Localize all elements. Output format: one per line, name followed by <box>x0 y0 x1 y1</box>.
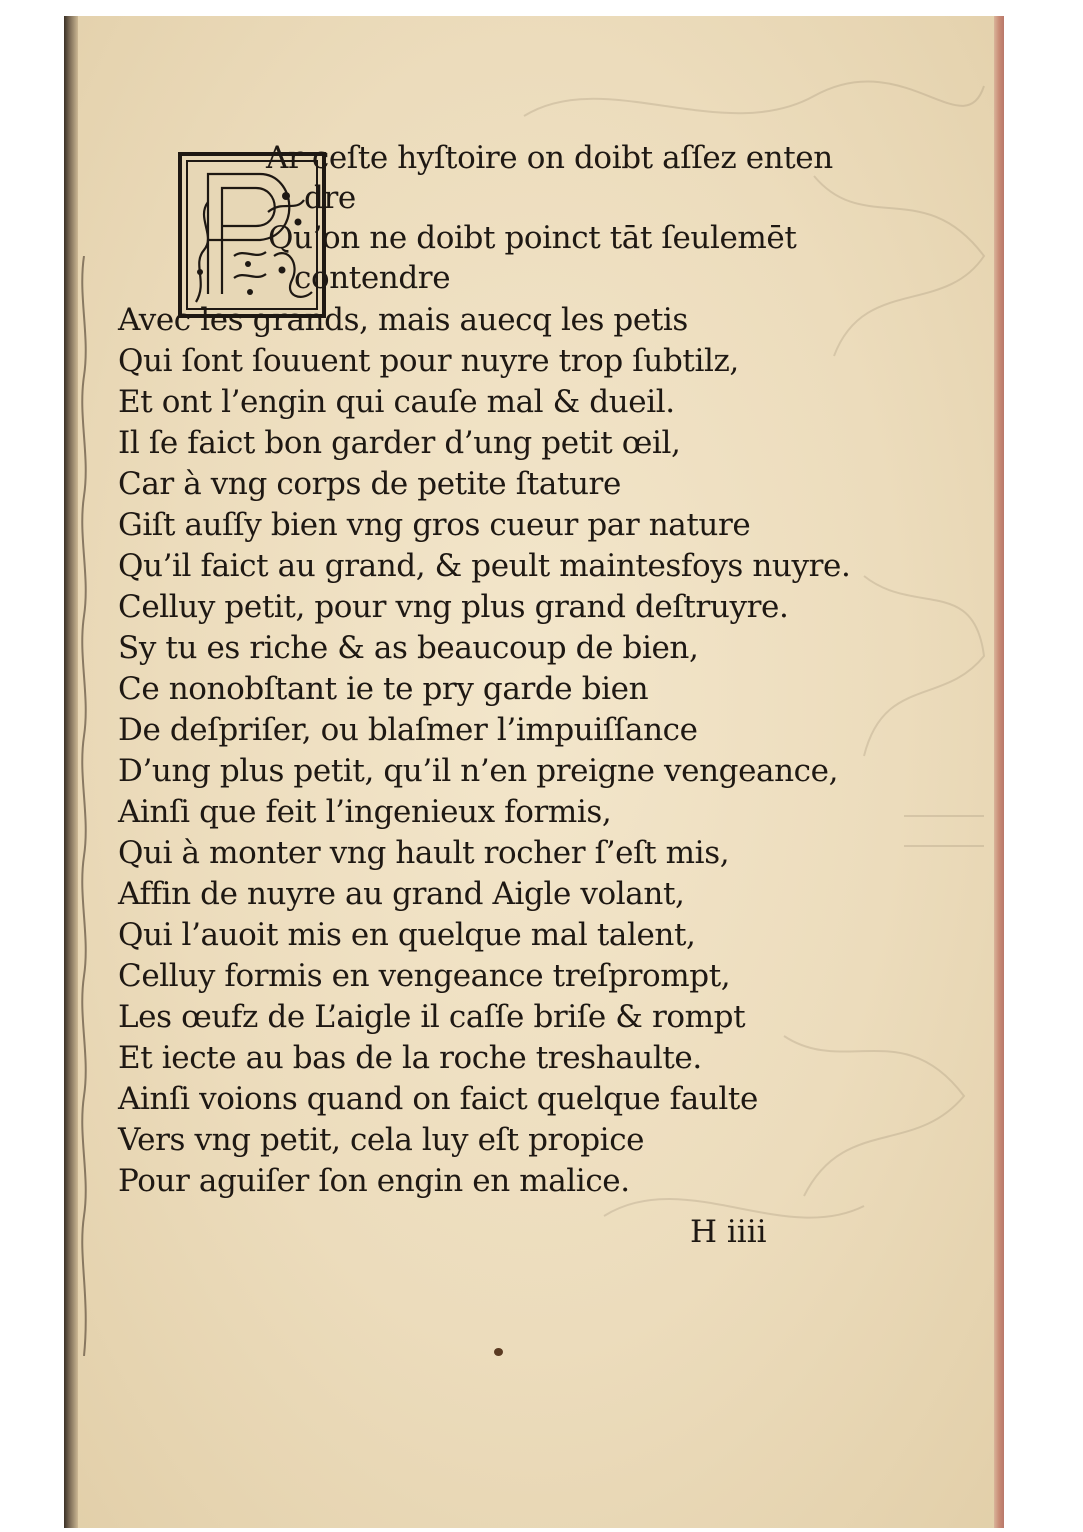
text-line: Avec les grands, mais auecq les petis <box>118 302 688 338</box>
text-line: Celluy petit, pour vng plus grand deſtruyre. <box>118 589 789 625</box>
text-line: Ainſi voions quand on faict quelque faulte <box>118 1081 758 1117</box>
text-line: De deſpriſer, ou blaſmer l’impuiſſance <box>118 712 698 748</box>
text-line: Ar ceſte hyſtoire on doibt aſſez enten <box>266 140 833 176</box>
text-line: Qu’on ne doibt poinct tāt ſeulemēt <box>268 220 797 256</box>
text-line: Et iecte au bas de la roche treshaulte. <box>118 1040 702 1076</box>
text-line: Et ont l’engin qui cauſe mal & dueil. <box>118 384 675 420</box>
ink-blot <box>494 1348 503 1356</box>
text-line: Giſt auſſy bien vng gros cueur par nature <box>118 507 751 543</box>
text-line: Les œufz de L’aigle il caſſe briſe & rompt <box>118 999 746 1035</box>
page-gutter <box>64 16 78 1528</box>
text-line: Qui l’auoit mis en quelque mal talent, <box>118 917 696 953</box>
text-line: contendre <box>294 260 451 296</box>
text-line: Ainſi que feit l’ingenieux formis, <box>118 794 612 830</box>
text-line: Affin de nuyre au grand Aigle volant, <box>118 876 685 912</box>
text-line: Sy tu es riche & as beaucoup de bien, <box>118 630 699 666</box>
signature-mark: H iiii <box>690 1214 767 1250</box>
book-page <box>64 16 1004 1528</box>
text-line: Celluy formis en vengeance treſprompt, <box>118 958 731 994</box>
facing-page-ornament <box>78 256 90 1356</box>
text-line: Vers vng petit, cela luy eſt propice <box>118 1122 645 1158</box>
text-line: Car à vng corps de petite ſtature <box>118 466 621 502</box>
text-line: Qui à monter vng hault rocher ſ’eſt mis, <box>118 835 730 871</box>
text-line: D’ung plus petit, qu’il n’en preigne vengeance, <box>118 753 839 789</box>
page-edge <box>994 16 1004 1528</box>
text-line: Ce nonobſtant ie te pry garde bien <box>118 671 649 707</box>
text-line: Pour aguiſer ſon engin en malice. <box>118 1163 630 1199</box>
text-line: Il ſe faict bon garder d’ung petit œil, <box>118 425 681 461</box>
text-line: Qui ſont ſouuent pour nuyre trop ſubtilz, <box>118 343 739 379</box>
text-line: Qu’il faict au grand, & peult maintesfoys nuyre. <box>118 548 851 584</box>
text-line: dre <box>304 180 356 216</box>
